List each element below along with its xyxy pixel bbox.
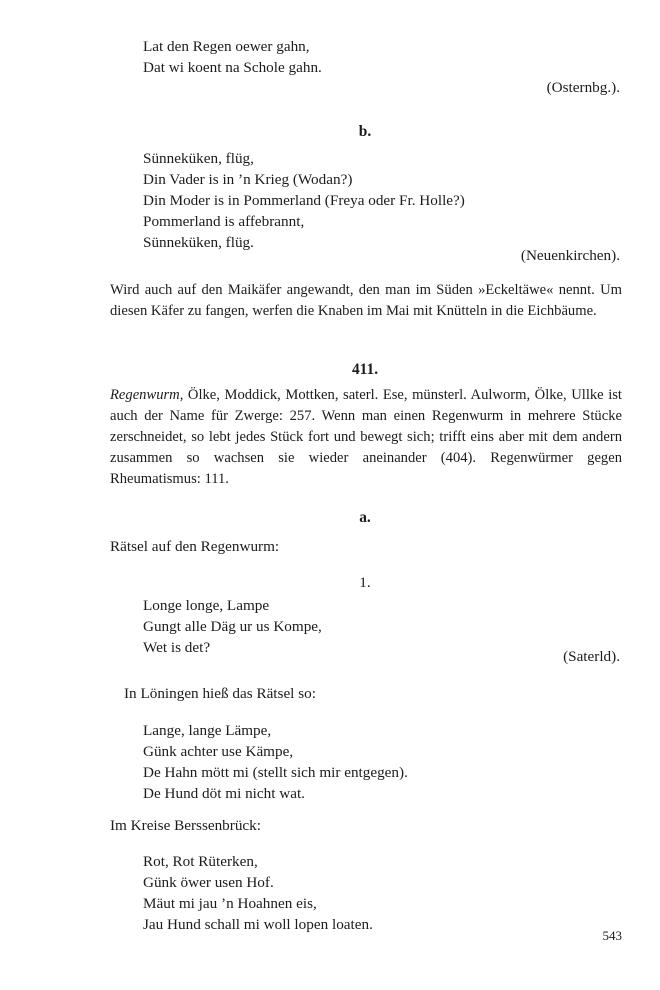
intro-berssenbrueck: Im Kreise Berssenbrück: bbox=[110, 817, 261, 834]
paragraph-regenwurm bbox=[110, 385, 622, 490]
verse-line: Sünneküken, flüg, bbox=[143, 150, 254, 167]
verse-line: Din Moder is in Pommerland (Freya oder Fr. Holle?) bbox=[143, 192, 465, 209]
page-number: 543 bbox=[602, 928, 622, 943]
paragraph-body: Ölke, Moddick, Mottken, saterl. Ese, münsterl. Aulworm, Ölke, Ullke ist auch der Name für Zwerge: 257. Wenn man einen Regenwurm in mehrere Stücke zerschneidet, so lebt jedes Stück fort und bewegt sich; trifft eins aber mit dem andern zusammen so wachsen sie wieder aneinander (404). Regenwürmer gegen Rheumatismus: 111. bbox=[110, 387, 622, 487]
verse-line: De Hahn mött mi (stellt sich mir entgegen). bbox=[143, 764, 408, 781]
verse-line: Dat wi koent na Schole gahn. bbox=[143, 59, 322, 76]
verse-neuenkirchen bbox=[143, 148, 465, 253]
section-heading-a: a. bbox=[359, 509, 371, 526]
verse-line: Günk achter use Kämpe, bbox=[143, 743, 294, 760]
verse-osternbg bbox=[143, 36, 322, 78]
verse-line: Mäut mi jau ’n Hoahnen eis, bbox=[143, 895, 317, 912]
verse-line: Pommerland is affebrannt, bbox=[143, 213, 305, 230]
verse-line: Longe longe, Lampe bbox=[143, 597, 270, 614]
sub-heading-1: 1. bbox=[359, 574, 371, 591]
verse-line: Lat den Regen oewer gahn, bbox=[143, 38, 310, 55]
paragraph-maikaefer: Wird auch auf den Maikäfer angewandt, den man im Süden »Eckeltäwe« nennt. Um diesen Käfer zu fangen, werfen die Knaben im Mai mit Knütteln in die Eichbäume. bbox=[110, 282, 622, 319]
verse-berssenbrueck bbox=[143, 851, 373, 935]
verse-line: Lange, lange Lämpe, bbox=[143, 722, 272, 739]
verse-line: Rot, Rot Rüterken, bbox=[143, 853, 258, 870]
section-heading-411: 411. bbox=[351, 361, 379, 378]
paragraph-lead-italic: Regenwurm, bbox=[110, 387, 184, 403]
section-heading-b: b. bbox=[358, 123, 372, 140]
verse-line: De Hund döt mi nicht wat. bbox=[143, 785, 305, 802]
verse-line: Wet is det? bbox=[143, 639, 211, 656]
verse-line: Gungt alle Däg ur us Kompe, bbox=[143, 618, 322, 635]
attribution-neuenkirchen: (Neuenkirchen). bbox=[520, 247, 620, 264]
verse-line: Jau Hund schall mi woll lopen loaten. bbox=[143, 916, 373, 933]
attribution-osternbg: (Osternbg.). bbox=[546, 79, 620, 96]
verse-line: Sünneküken, flüg. bbox=[143, 234, 254, 251]
intro-loeningen: In Löningen hieß das Rätsel so: bbox=[124, 685, 316, 702]
verse-line: Din Vader is in ’n Krieg (Wodan?) bbox=[143, 171, 353, 188]
attribution-saterld: (Saterld). bbox=[563, 648, 620, 665]
verse-loeningen bbox=[143, 720, 408, 804]
verse-line: Günk öwer usen Hof. bbox=[143, 874, 274, 891]
intro-raetsel: Rätsel auf den Regenwurm: bbox=[110, 538, 280, 555]
